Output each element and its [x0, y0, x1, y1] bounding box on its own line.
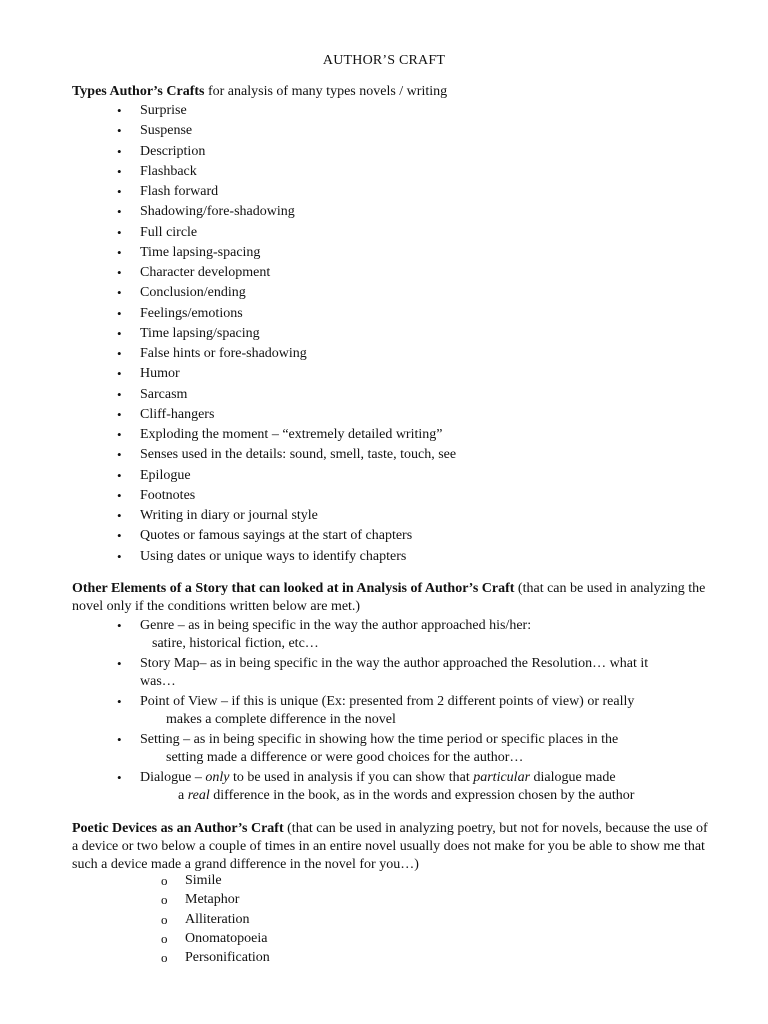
- list-item-text: Alliteration: [185, 911, 250, 927]
- list-item: [116, 364, 456, 384]
- list-item: [116, 223, 456, 243]
- list-item-text: Sarcasm: [140, 386, 188, 402]
- types-heading-rest: for analysis of many types novels / writing: [204, 84, 448, 99]
- other-list: [116, 617, 716, 807]
- list-item: [116, 385, 456, 405]
- list-item: [116, 101, 456, 121]
- list-item: [116, 121, 456, 141]
- list-item-dialogue: [116, 769, 716, 805]
- list-item: [160, 890, 270, 909]
- bullet-icon: •: [117, 467, 122, 483]
- pov-line1: Point of View – if this is unique (Ex: presented from 2 different points of view) or really: [140, 694, 635, 709]
- bullet-icon: •: [117, 325, 122, 341]
- list-item: [116, 466, 456, 486]
- list-item-text: Conclusion/ending: [140, 285, 246, 301]
- list-item: [116, 263, 456, 283]
- types-heading: Types Author’s Crafts: [72, 84, 205, 99]
- list-item: [116, 304, 456, 324]
- poetic-heading: Poetic Devices as an Author’s Craft: [72, 821, 284, 836]
- other-heading-rest: (that can be used in analyzing the novel only if the conditions written below are met.): [72, 581, 706, 614]
- list-item-text: Character development: [140, 265, 271, 280]
- circle-bullet-icon: o: [161, 930, 168, 946]
- other-heading: Other Elements of a Story that can looked at in Analysis of Author’s Craft: [72, 581, 515, 596]
- list-item-text: Shadowing/fore-shadowing: [140, 204, 295, 220]
- list-item: [116, 243, 456, 263]
- list-item: [116, 486, 456, 506]
- setting-line1: Setting – as in being specific in showing how the time period or specific places in the: [140, 732, 619, 747]
- other-intro: [72, 580, 712, 616]
- types-intro: [72, 83, 712, 101]
- list-item-text: Metaphor: [185, 892, 240, 908]
- dialogue-particular: particular: [473, 770, 531, 785]
- bullet-icon: •: [117, 548, 122, 564]
- dialogue-only: only: [205, 770, 230, 785]
- list-item-text: Senses used in the details: sound, smell, taste, touch, see: [140, 447, 457, 463]
- bullet-icon: •: [117, 346, 122, 361]
- list-item: [116, 506, 456, 526]
- dialogue-text-e: difference in the book, as in the words and expression chosen by the author: [209, 788, 635, 803]
- list-item: [116, 182, 456, 202]
- bullet-icon: •: [117, 184, 122, 199]
- types-list: [116, 101, 456, 567]
- bullet-icon: •: [117, 103, 122, 118]
- list-item: [116, 547, 456, 567]
- circle-bullet-icon: o: [161, 892, 168, 908]
- bullet-icon: •: [117, 427, 122, 442]
- dialogue-text-b: to be used in analysis if you can show that: [229, 770, 474, 785]
- bullet-icon: •: [117, 163, 122, 179]
- list-item-text: Writing in diary or journal style: [140, 508, 318, 523]
- list-item-text: Time lapsing-spacing: [140, 244, 261, 260]
- list-item-text: Onomatopoeia: [185, 930, 268, 946]
- dialogue-real: real: [187, 788, 210, 803]
- bullet-icon: •: [117, 265, 122, 280]
- bullet-icon: •: [117, 366, 122, 382]
- list-item-text: Surprise: [140, 103, 187, 118]
- list-item: [116, 405, 456, 425]
- page-title: AUTHOR’S CRAFT: [322, 53, 446, 68]
- list-item-text: Flash forward: [140, 184, 219, 199]
- list-item-text: Flashback: [140, 163, 197, 179]
- list-item: [116, 142, 456, 162]
- bullet-icon: •: [117, 406, 122, 422]
- list-item: [116, 445, 456, 465]
- dialogue-line2: [140, 787, 716, 805]
- bullet-icon: •: [117, 508, 122, 523]
- list-item: [160, 871, 270, 890]
- bullet-icon: •: [117, 143, 122, 159]
- list-item: [116, 526, 456, 546]
- list-item-text: Humor: [140, 366, 180, 382]
- list-item-text: Exploding the moment – “extremely detailed writing”: [140, 427, 443, 442]
- storymap-line2: was…: [140, 674, 176, 689]
- bullet-icon: •: [117, 224, 122, 240]
- list-item-text: Footnotes: [140, 487, 196, 503]
- list-item: [160, 929, 270, 948]
- list-item: [116, 283, 456, 303]
- storymap-line1: Story Map– as in being specific in the way the author approached the Resolution… what it: [140, 656, 649, 671]
- poetic-heading-rest: (that can be used in analyzing poetry, but not for novels, because the use of a device or two below a couple of times in an entire novel usually does not make for you be able to show me that such a device made a grand difference in the novel for you…): [72, 821, 708, 872]
- bullet-icon: •: [117, 447, 122, 463]
- setting-line2: setting made a difference or were good choices for the author…: [166, 750, 524, 765]
- list-item: [116, 202, 456, 222]
- list-item-text: Time lapsing/spacing: [140, 325, 260, 341]
- list-item: [116, 324, 456, 344]
- list-item: [116, 425, 456, 445]
- list-item: [116, 162, 456, 182]
- circle-bullet-icon: o: [161, 950, 168, 966]
- list-item-genre: [116, 617, 716, 653]
- dialogue-text-d: a: [178, 788, 188, 803]
- list-item-text: Personification: [185, 950, 270, 966]
- list-item-text: Feelings/emotions: [140, 305, 243, 321]
- pov-line2: makes a complete difference in the novel: [166, 712, 396, 727]
- dialogue-line1: [140, 769, 716, 787]
- bullet-icon: •: [117, 618, 122, 633]
- bullet-icon: •: [117, 528, 122, 544]
- dialogue-text-a: Dialogue –: [140, 770, 206, 785]
- circle-bullet-icon: o: [161, 873, 168, 888]
- list-item-text: Cliff-hangers: [140, 406, 215, 422]
- list-item-text: Using dates or unique ways to identify chapters: [140, 548, 407, 564]
- genre-line1: Genre – as in being specific in the way the author approached his/her:: [140, 618, 532, 633]
- list-item: [160, 948, 270, 967]
- bullet-icon: •: [117, 305, 122, 321]
- bullet-icon: •: [117, 694, 122, 709]
- list-item-text: False hints or fore-shadowing: [140, 346, 307, 361]
- dialogue-text-c: dialogue made: [530, 770, 616, 785]
- bullet-icon: •: [117, 770, 122, 785]
- bullet-icon: •: [117, 244, 122, 260]
- list-item-point-of-view: [116, 693, 716, 729]
- list-item-text: Simile: [185, 873, 222, 888]
- bullet-icon: •: [117, 487, 122, 503]
- poetic-intro: [72, 820, 712, 874]
- list-item: [160, 910, 270, 929]
- list-item-story-map: [116, 655, 716, 691]
- bullet-icon: •: [117, 656, 122, 671]
- list-item-text: Suspense: [140, 123, 193, 139]
- bullet-icon: •: [117, 386, 122, 402]
- list-item-text: Description: [140, 143, 206, 159]
- bullet-icon: •: [117, 123, 122, 139]
- poetic-list: [160, 871, 270, 967]
- list-item: [116, 344, 456, 364]
- list-item-text: Quotes or famous sayings at the start of chapters: [140, 528, 413, 544]
- bullet-icon: •: [117, 732, 122, 747]
- circle-bullet-icon: o: [161, 911, 168, 927]
- list-item-text: Epilogue: [140, 467, 191, 483]
- genre-line2: satire, historical fiction, etc…: [152, 636, 319, 651]
- list-item-setting: [116, 731, 716, 767]
- bullet-icon: •: [117, 285, 122, 301]
- bullet-icon: •: [117, 204, 122, 220]
- list-item-text: Full circle: [140, 224, 198, 240]
